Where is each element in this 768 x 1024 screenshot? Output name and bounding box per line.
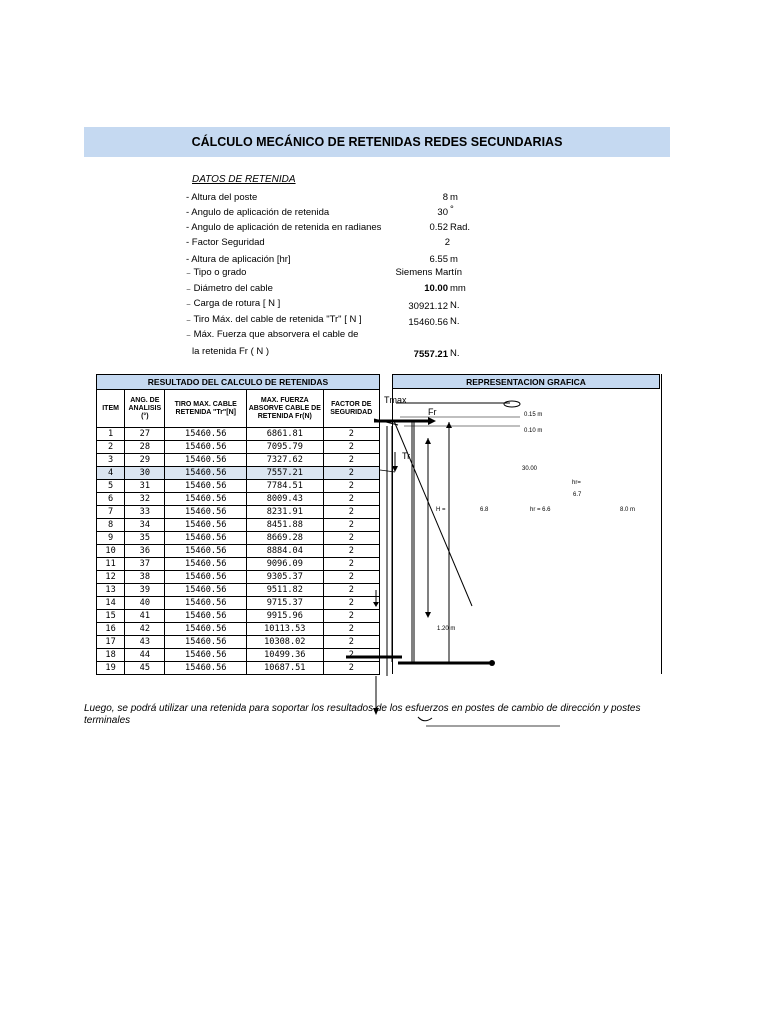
datos-label: ₋ Tipo o grado: [186, 267, 247, 278]
table-cell: 2: [323, 532, 379, 545]
footer-note: Luego, se podrá utilizar una retenida para soportar los resultados de los esfuerzos en postes de cambio de dirección y postes terminales: [84, 703, 641, 726]
table-cell: 10499.36: [247, 649, 324, 662]
datos-unit: mm: [450, 283, 466, 294]
table-cell: 15460.56: [165, 467, 247, 480]
table-cell: 15460.56: [165, 480, 247, 493]
table-cell: 15460.56: [165, 571, 247, 584]
table-cell: 2: [323, 467, 379, 480]
label-d2: 0.10 m: [524, 428, 543, 434]
datos-unit: N.: [450, 316, 460, 327]
table-cell: 17: [97, 636, 125, 649]
col-header-factor: FACTOR DE SEGURIDAD: [323, 390, 379, 428]
table-cell: 15460.56: [165, 428, 247, 441]
table-cell: 44: [125, 649, 165, 662]
table-cell: 15460.56: [165, 532, 247, 545]
page-title: CÁLCULO MECÁNICO DE RETENIDAS REDES SECUNDARIAS: [84, 127, 670, 157]
table-cell: 45: [125, 662, 165, 675]
table-cell: 9511.82: [247, 584, 324, 597]
table-cell: 14: [97, 597, 125, 610]
label-length: 8.0 m: [620, 507, 636, 513]
label-hr-full: hr = 6.6: [530, 507, 551, 513]
col-header-item: ITEM: [97, 390, 125, 428]
table-cell: 8: [97, 519, 125, 532]
datos-label: ₋ Tiro Máx. del cable de retenida "Tr" [ N ]: [186, 314, 362, 325]
table-cell: 15460.56: [165, 623, 247, 636]
table-cell: 15460.56: [165, 610, 247, 623]
table-cell: 19: [97, 662, 125, 675]
datos-value: 30: [437, 207, 448, 218]
datos-value: 10.00: [424, 283, 448, 294]
table-cell: 41: [125, 610, 165, 623]
datos-value: 8: [442, 192, 448, 203]
col-header-fuerza: MAX. FUERZA ABSORVE CABLE DE RETENIDA Fr(N): [247, 390, 324, 428]
table-cell: 8451.88: [247, 519, 324, 532]
retenida-line: [394, 421, 472, 606]
table-cell: 2: [323, 519, 379, 532]
datos-value: 7557.21: [413, 349, 448, 360]
table-cell: 7557.21: [247, 467, 324, 480]
label-base: 1.20 m: [437, 626, 456, 632]
table-cell: 15460.56: [165, 519, 247, 532]
datos-unit: N.: [450, 348, 460, 359]
table-cell: 2: [323, 662, 379, 675]
table-cell: 15460.56: [165, 636, 247, 649]
datos-label: - Altura de aplicación [hr]: [186, 254, 291, 265]
table-cell: 15460.56: [165, 545, 247, 558]
table-cell: 3: [97, 454, 125, 467]
table-cell: 10308.02: [247, 636, 324, 649]
table-cell: 15460.56: [165, 493, 247, 506]
table-cell: 15460.56: [165, 454, 247, 467]
table-cell: 2: [323, 545, 379, 558]
label-d1: 0.15 m: [524, 412, 543, 418]
datos-label: la retenida Fr ( N ): [192, 346, 270, 357]
datos-value: 15460.56: [408, 317, 448, 328]
datos-unit: m: [450, 192, 458, 203]
datos-heading: DATOS DE RETENIDA: [192, 174, 296, 185]
table-cell: 39: [125, 584, 165, 597]
datos-unit: °: [450, 204, 454, 215]
table-cell: 29: [125, 454, 165, 467]
table-cell: 7: [97, 506, 125, 519]
datos-label: - Angulo de aplicación de retenida en radianes: [186, 222, 382, 233]
table-cell: 42: [125, 623, 165, 636]
table-cell: 27: [125, 428, 165, 441]
datos-unit: Rad.: [450, 222, 471, 233]
table-cell: 9915.96: [247, 610, 324, 623]
table-cell: 2: [323, 571, 379, 584]
datos-value: 30921.12: [408, 301, 448, 312]
table-cell: 15460.56: [165, 597, 247, 610]
label-angulo: 30.00: [522, 466, 538, 472]
table-cell: 2: [323, 558, 379, 571]
table-cell: 4: [97, 467, 125, 480]
table-cell: 40: [125, 597, 165, 610]
col-header-tiro: TIRO MAX. CABLE RETENIDA "Tr"[N]: [165, 390, 247, 428]
datos-value: 0.52: [429, 222, 448, 233]
table-cell: 2: [323, 584, 379, 597]
table-cell: 2: [323, 441, 379, 454]
table-cell: 15460.56: [165, 649, 247, 662]
table-cell: 2: [323, 623, 379, 636]
table-cell: 9305.37: [247, 571, 324, 584]
datos-label: - Altura del poste: [186, 192, 258, 203]
datos-value: 6.55: [429, 254, 448, 265]
resultado-title: RESULTADO DEL CALCULO DE RETENIDAS: [97, 375, 380, 390]
table-cell: 8009.43: [247, 493, 324, 506]
table-cell: 12: [97, 571, 125, 584]
datos-unit: N.: [450, 300, 460, 311]
col-header-angulo: ANG. DE ANALISIS (°): [125, 390, 165, 428]
table-cell: 2: [323, 636, 379, 649]
table-cell: 2: [323, 428, 379, 441]
datos-label: ₋ Máx. Fuerza que absorvera el cable de: [186, 329, 359, 340]
table-cell: 1: [97, 428, 125, 441]
datos-unit: m: [450, 254, 458, 265]
table-cell: 2: [323, 597, 379, 610]
table-cell: 10687.51: [247, 662, 324, 675]
table-cell: 31: [125, 480, 165, 493]
table-cell: 30: [125, 467, 165, 480]
grafica-title: REPRESENTACION GRAFICA: [392, 374, 660, 389]
table-cell: 2: [323, 480, 379, 493]
table-cell: 34: [125, 519, 165, 532]
label-tmax: Tmax: [384, 395, 407, 405]
table-cell: 2: [323, 649, 379, 662]
table-cell: 32: [125, 493, 165, 506]
table-cell: 15460.56: [165, 662, 247, 675]
datos-value: Siemens Martín: [395, 267, 462, 278]
table-cell: 7327.62: [247, 454, 324, 467]
table-cell: 8669.28: [247, 532, 324, 545]
table-cell: 2: [323, 506, 379, 519]
table-cell: 2: [323, 610, 379, 623]
table-cell: 37: [125, 558, 165, 571]
table-cell: 15: [97, 610, 125, 623]
label-h-val: 6.8: [480, 507, 489, 513]
table-cell: 10: [97, 545, 125, 558]
table-cell: 2: [97, 441, 125, 454]
table-cell: 35: [125, 532, 165, 545]
label-hr-eq: hr=: [572, 480, 581, 486]
table-cell: 28: [125, 441, 165, 454]
datos-label: - Factor Seguridad: [186, 237, 265, 248]
table-cell: 2: [323, 493, 379, 506]
label-fr: Fr: [428, 407, 437, 417]
table-cell: 9: [97, 532, 125, 545]
table-cell: 2: [323, 454, 379, 467]
table-cell: 9096.09: [247, 558, 324, 571]
table-cell: 10113.53: [247, 623, 324, 636]
table-cell: 36: [125, 545, 165, 558]
table-cell: 33: [125, 506, 165, 519]
datos-label: ₋ Diámetro del cable: [186, 283, 273, 294]
table-cell: 7095.79: [247, 441, 324, 454]
label-hr-val: 6.7: [573, 492, 582, 498]
table-cell: 6: [97, 493, 125, 506]
table-cell: 15460.56: [165, 558, 247, 571]
label-h-eq: H =: [436, 507, 446, 513]
conductor-end: [504, 401, 520, 407]
table-cell: 11: [97, 558, 125, 571]
table-cell: 15460.56: [165, 506, 247, 519]
table-cell: 18: [97, 649, 125, 662]
table-cell: 8231.91: [247, 506, 324, 519]
table-cell: 38: [125, 571, 165, 584]
table-cell: 8884.04: [247, 545, 324, 558]
table-cell: 15460.56: [165, 441, 247, 454]
table-cell: 9715.37: [247, 597, 324, 610]
table-cell: 6861.81: [247, 428, 324, 441]
datos-label: ₋ Carga de rotura [ N ]: [186, 298, 281, 309]
label-tr: Tr: [402, 451, 411, 461]
datos-label: - Angulo de aplicación de retenida: [186, 207, 330, 218]
table-cell: 5: [97, 480, 125, 493]
table-cell: 15460.56: [165, 584, 247, 597]
table-cell: 43: [125, 636, 165, 649]
table-cell: 13: [97, 584, 125, 597]
table-cell: 7784.51: [247, 480, 324, 493]
datos-value: 2: [444, 237, 450, 248]
table-cell: 16: [97, 623, 125, 636]
